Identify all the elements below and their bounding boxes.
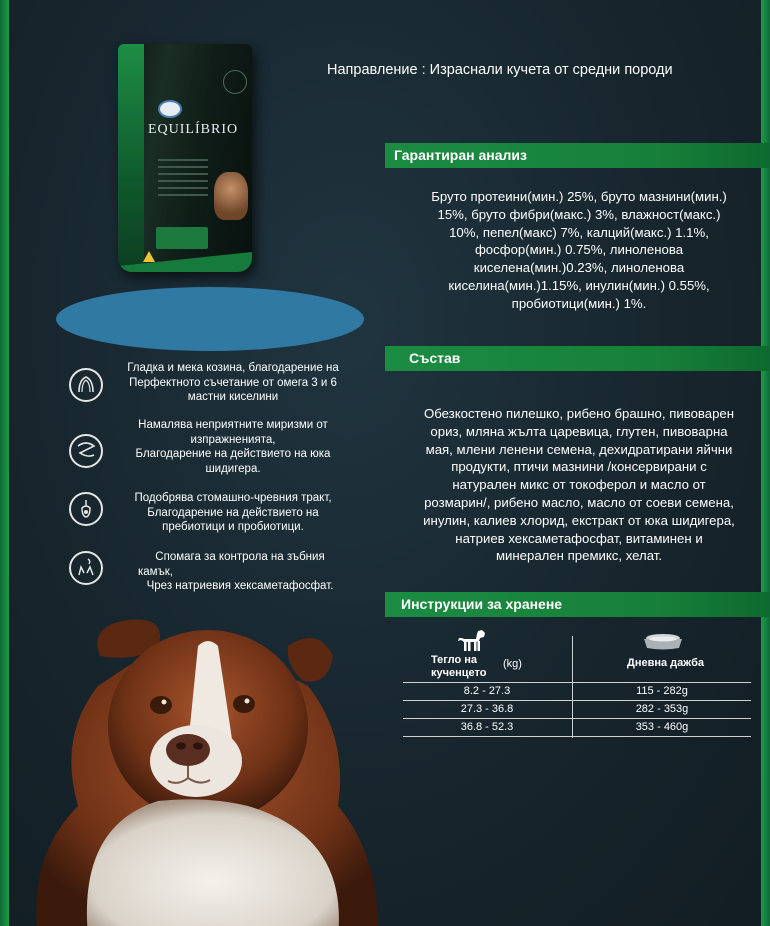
benefit-line: шидигера. [205,462,261,475]
amount-cell: 115 - 282g [636,685,688,697]
weight-unit: (kg) [503,658,522,670]
bag-dog-image [214,172,248,220]
benefit-line: Спомага за контрола на зъбния [155,551,325,563]
benefit-line: Гладка и мека козина, благодарение на [127,362,339,374]
left-green-edge [0,0,9,926]
warning-triangle-icon [143,251,155,262]
bag-seal-icon [223,70,247,94]
analysis-line: киселина(мин.)1.15%, инулин(мин.) 0.55%, [448,277,710,293]
analysis-line: киселена(мин.)0.23%, линоленова [473,260,685,276]
composition-line: розмарин/, рибено масло, масло от соеви семена, [424,494,734,510]
table-row [403,682,751,700]
analysis-line: 15%, бруто фибри(макс.) 3%, влажност(макс.) [437,206,721,222]
composition-header [385,346,770,371]
composition-line: Обезкостено пилешко, рибено брашно, пивоварен [423,406,735,421]
analysis-line: фосфор(мин.) 0.75%, линоленова [474,242,684,258]
benefit-line: изпражненията, [190,433,276,446]
weight-label-line: Тегло на [431,654,477,666]
coat-icon [69,368,103,402]
benefit-line: мастни киселини [187,391,279,403]
benefit-line: Подобрява стомашно-чревния тракт, [134,492,332,504]
weight-label-line: кученцето [431,667,487,679]
analysis-title: Гарантиран анализ [394,147,527,163]
benefit-line: Намалява неприятните миризми от [138,419,328,431]
teeth-icon [69,551,103,585]
table-header [403,648,751,682]
benefit-line: пребиотици и пробиотици. [162,521,304,533]
composition-line: мая, млени ленени семена, дехидратирани яйчни [425,441,733,457]
weight-cell: 27.3 - 36.8 [460,703,514,715]
product-bag-image [118,44,252,272]
bag-green-stripe [118,44,144,272]
benefit-odor [123,418,343,476]
benefit-digestive [113,491,353,535]
composition-line: продукти, птичи мазнини /консервирани с [451,459,707,475]
analysis-line: пробиотици(мин.) 1%. [511,295,647,311]
composition-line: натурален микс от токоферол и масло от [452,477,706,493]
benefit-line: Перфектното съчетание от омега 3 и 6 [129,376,337,389]
feeding-header [385,592,770,617]
bag-text-lines [158,154,208,201]
benefit-coat [113,361,353,405]
benefit-line: камък, [138,565,173,578]
composition-text [394,405,764,565]
feeding-table [403,648,751,737]
australian-shepherd-photo [18,606,382,926]
composition-line: инулин, калиев хлорид, екстракт от юка шидигера, [423,512,735,528]
composition-line: ориз, мляна жълта царевица, глутен, пивоварна [430,423,728,439]
weight-column-header [431,654,486,680]
amount-cell: 282 - 353g [635,703,689,715]
gut-icon [69,492,103,526]
analysis-header [385,143,770,168]
benefit-line: Благодарение на действието на юка [135,448,331,460]
composition-title: Състав [409,350,461,366]
table-row [403,718,751,737]
analysis-text [400,188,758,313]
benefit-tartar [130,550,350,594]
blue-oval-shape [56,287,364,351]
weight-cell: 8.2 - 27.3 [463,685,511,697]
daily-ration-header: Дневна дажба [627,657,704,669]
analysis-line: Бруто протеини(мин.) 25%, бруто мазнини(мин.) [431,189,727,204]
benefit-line: Благодарение на действието на [147,506,319,519]
digestion-icon [69,434,103,468]
table-row [403,700,751,718]
brand-name: EQUILÍBRIO [148,122,239,137]
composition-line: натриев хексаметафосфат, витаминен и [455,530,703,546]
benefit-line: Чрез натриевия хексаметафосфат. [146,580,334,592]
analysis-line: 10%, пепел(макс) 7%, калций(макс.) 1.1%, [449,224,709,240]
product-direction: Направление : Израснали кучета от средни породи [327,62,673,78]
weight-cell: 36.8 - 52.3 [460,721,514,733]
brand-logo-icon [158,100,182,118]
bag-variant-label [156,227,208,249]
composition-line: минерален премикс, хелат. [495,548,663,564]
feeding-title: Инструкции за хранене [401,596,563,612]
amount-cell: 353 - 460g [635,721,689,733]
